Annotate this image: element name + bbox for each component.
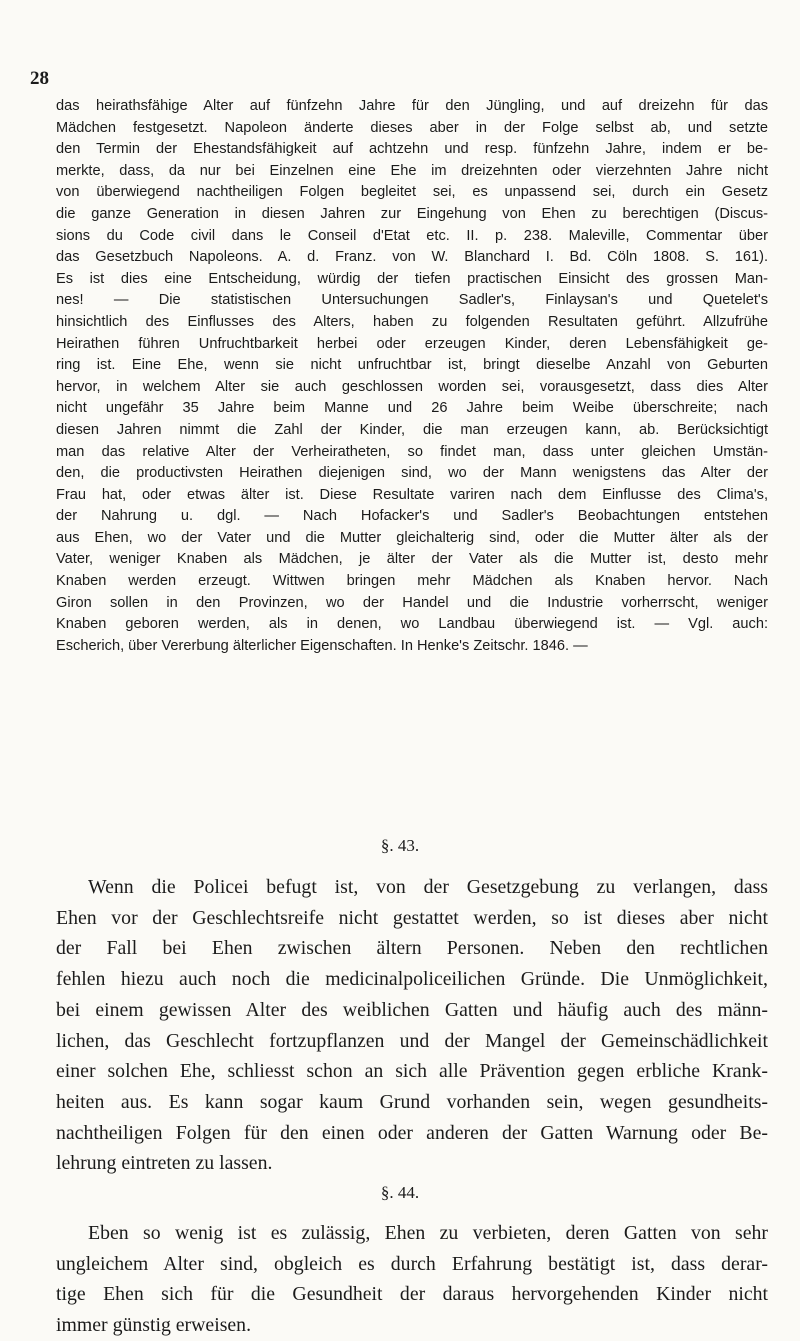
paragraph-line: bei einem gewissen Alter des weiblichen Gatten und häufig auch des männ- xyxy=(56,998,768,1021)
footnote-line: sions du Code civil dans le Conseil d'Etat etc. II. p. 238. Maleville, Commentar über xyxy=(56,227,768,244)
footnote-line: diesen Jahren nimmt die Zahl der Kinder, die man erzeugen kann, ab. Berücksichtigt xyxy=(56,421,768,438)
paragraph-line: lichen, das Geschlecht fortzupflanzen und der Mangel der Gemeinschädlichkeit xyxy=(56,1029,768,1052)
footnote-line: Giron sollen in den Provinzen, wo der Handel und die Industrie vorherrscht, weniger xyxy=(56,594,768,611)
paragraph-44 xyxy=(56,1218,768,1341)
footnote-line: von überwiegend nachtheiligen Folgen begleitet sei, es unpassend sei, durch ein Gesetz xyxy=(56,184,768,201)
footnote-line: Vater, weniger Knaben als Mädchen, je älter der Vater als die Mutter ist, desto mehr xyxy=(56,551,768,568)
footnote-line: nicht ungefähr 35 Jahre beim Manne und 26 Jahre beim Weibe überschreite; nach xyxy=(56,400,768,417)
footnote-line: merkte, dass, da nur bei Einzelnen eine Ehe im dreizehnten oder vierzehnten Jahre nicht xyxy=(56,162,768,179)
footnote-line: Frau hat, oder etwas älter ist. Diese Resultate variren nach dem Einflusse des Clima's, xyxy=(56,486,768,503)
footnote-line: der Nahrung u. dgl. — Nach Hofacker's und Sadler's Beobachtungen entstehen xyxy=(56,508,768,525)
paragraph-line: immer günstig erweisen. xyxy=(56,1314,252,1337)
section-heading-43: §. 43. xyxy=(380,836,420,855)
paragraph-line: einer solchen Ehe, schliesst schon an sich alle Prävention gegen erbliche Krank- xyxy=(56,1060,768,1083)
footnote-line: Knaben werden erzeugt. Wittwen bringen mehr Mädchen als Knaben hervor. Nach xyxy=(56,573,768,590)
footnote-line: man das relative Alter der Verheiratheten, so findet man, dass unter gleichen Umstän- xyxy=(56,443,768,460)
footnote-line: nes! — Die statistischen Untersuchungen Sadler's, Finlaysan's und Quetelet's xyxy=(56,292,768,309)
paragraph-line: lehrung eintreten zu lassen. xyxy=(56,1152,273,1175)
footnote-line: das Gesetzbuch Napoleons. A. d. Franz. von W. Blanchard I. Bd. Cöln 1808. S. 161). xyxy=(56,249,768,266)
footnote-line: Mädchen festgesetzt. Napoleon änderte dieses aber in der Folge selbst ab, und setzte xyxy=(56,119,768,136)
paragraph-line: Ehen vor der Geschlechtsreife nicht gestattet werden, so ist dieses aber nicht xyxy=(56,906,768,929)
paragraph-line: tige Ehen sich für die Gesundheit der daraus hervorgehenden Kinder nicht xyxy=(56,1283,768,1306)
footnote-line: aus Ehen, wo der Vater und die Mutter gleichalterig sind, oder die Mutter älter als der xyxy=(56,529,768,546)
footnote-line: das heirathsfähige Alter auf fünfzehn Jahre für den Jüngling, und auf dreizehn für das xyxy=(56,98,768,114)
footnote-line: Escherich, über Vererbung älterlicher Eigenschaften. In Henke's Zeitschr. 1846. — xyxy=(56,637,588,654)
footnote-line: Heirathen führen Unfruchtbarkeit herbei oder erzeugen Kinder, deren Lebensfähigkeit ge- xyxy=(56,335,768,352)
footnote-line: ring ist. Eine Ehe, wenn sie nicht unfruchtbar ist, bringt dieselbe Anzahl von Geburten xyxy=(56,357,768,374)
footnote-text xyxy=(56,96,768,657)
footnote-line: den Termin der Ehestandsfähigkeit auf achtzehn und resp. fünfzehn Jahre, indem er be- xyxy=(56,141,768,158)
paragraph-43 xyxy=(56,872,768,1179)
footnote-line: Knaben geboren werden, als in denen, wo Landbau überwiegend ist. — Vgl. auch: xyxy=(56,616,768,633)
paragraph-line: heiten aus. Es kann sogar kaum Grund vorhanden sein, wegen gesundheits- xyxy=(56,1090,768,1113)
footnote-line: den, die productivsten Heirathen diejenigen sind, wo der Mann wenigstens das Alter der xyxy=(56,465,768,482)
page-number: 28 xyxy=(30,68,49,89)
paragraph-line: fehlen hiezu auch noch die medicinalpoliceilichen Gründe. Die Unmöglichkeit, xyxy=(56,968,768,991)
paragraph-line: nachtheiligen Folgen für den einen oder anderen der Gatten Warnung oder Be- xyxy=(56,1121,768,1144)
footnote-line: Es ist dies eine Entscheidung, würdig der tiefen practischen Einsicht des grossen Man- xyxy=(56,270,768,287)
paragraph-line: Eben so wenig ist es zulässig, Ehen zu verbieten, deren Gatten von sehr xyxy=(88,1222,768,1244)
footnote-line: die ganze Generation in diesen Jahren zur Eingehung von Ehen zu berechtigen (Discus- xyxy=(56,205,768,222)
paragraph-line: Wenn die Policei befugt ist, von der Gesetzgebung zu verlangen, dass xyxy=(88,876,768,898)
paragraph-line: ungleichem Alter sind, obgleich es durch Erfahrung bestätigt ist, dass derar- xyxy=(56,1252,768,1275)
section-heading-44: §. 44. xyxy=(380,1183,420,1202)
footnote-line: hervor, in welchem Alter sie auch geschlossen worden sei, vorausgesetzt, dass dies Alter xyxy=(56,378,768,395)
footnote-line: hinsichtlich des Einflusses des Alters, haben zu folgenden Resultaten geführt. Allzufrühe xyxy=(56,313,768,330)
paragraph-line: der Fall bei Ehen zwischen ältern Personen. Neben den rechtlichen xyxy=(56,937,768,960)
